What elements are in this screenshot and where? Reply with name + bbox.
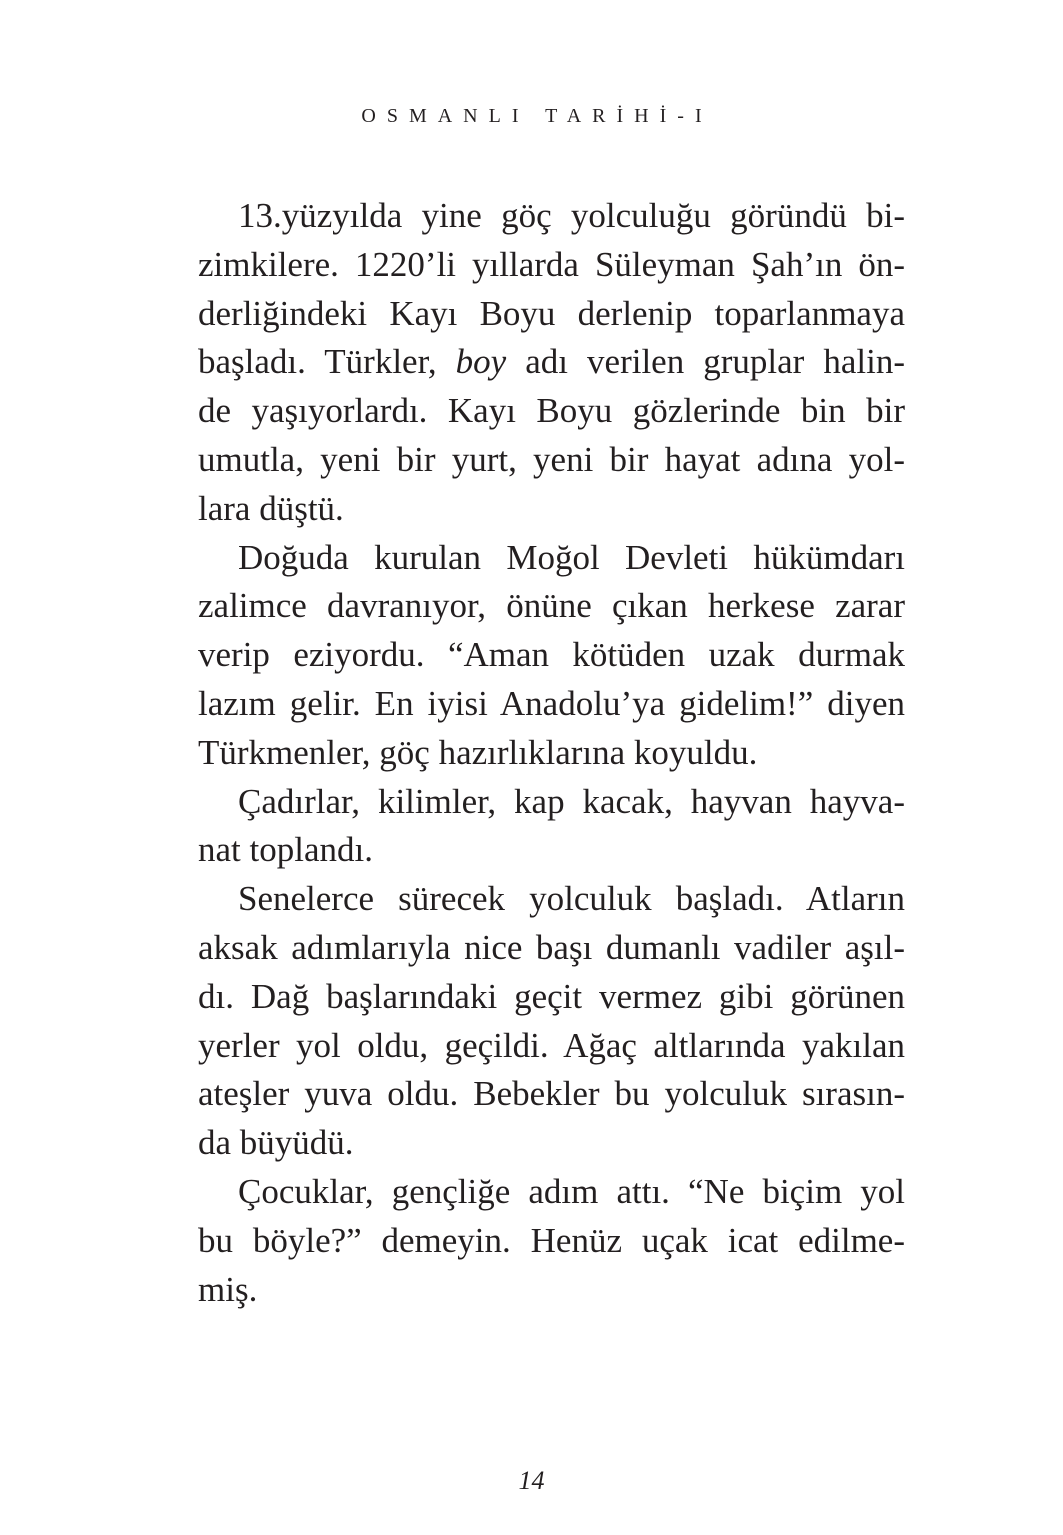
text-line [198, 338, 905, 387]
text-line: Doğuda kurulan Moğol Devleti hükümdarı [238, 537, 905, 577]
text-line: dı. Dağ başlarındaki geçit vermez gibi görünen [198, 976, 905, 1016]
text-line: de yaşıyorlardı. Kayı Boyu gözlerinde bin bir [198, 391, 905, 431]
text-line: derliğindeki Kayı Boyu derlenip toparlanmaya [198, 293, 905, 333]
page-number: 14 [518, 1466, 545, 1495]
text-line: Çadırlar, kilimler, kap kacak, hayvan hayva- [238, 781, 905, 821]
text-line: zalimce davranıyor, önüne çıkan herkese zarar [198, 586, 905, 626]
text-line: da büyüdü. [198, 1123, 354, 1163]
body-text [198, 192, 905, 1314]
text-line: Çocuklar, gençliğe adım attı. “Ne biçim yol [238, 1171, 905, 1211]
text-line: lara düştü. [198, 488, 344, 528]
text-line: verip eziyordu. “Aman kötüden uzak durmak [198, 635, 905, 675]
text-line: 13.yüzyılda yine göç yolculuğu göründü bi- [238, 196, 905, 235]
text-fragment: adı verilen gruplar halin- [506, 342, 905, 382]
text-line: yerler yol oldu, geçildi. Ağaç altlarında yakılan [198, 1025, 905, 1065]
text-line: Türkmenler, göç hazırlıklarına koyuldu. [198, 732, 758, 772]
text-line: aksak adımlarıyla nice başı dumanlı vadiler aşıl- [198, 927, 905, 967]
text-line: lazım gelir. En iyisi Anadolu’ya gidelim!” diyen [198, 683, 905, 723]
text-line: zimkilere. 1220’li yıllarda Süleyman Şah’ın ön- [198, 244, 905, 284]
text-line: bu böyle?” demeyin. Henüz uçak icat edilme- [198, 1220, 905, 1260]
text-line: umutla, yeni bir yurt, yeni bir hayat adına yol- [198, 439, 905, 479]
text-line: nat toplandı. [198, 830, 373, 870]
italic-term: boy [455, 342, 507, 382]
text-line: miş. [198, 1269, 258, 1309]
running-head: OSMANLI TARİHİ-I [361, 105, 713, 127]
text-line: ateşler yuva oldu. Bebekler bu yolculuk sırasın- [198, 1074, 905, 1114]
text-fragment: başladı. Türkler, [198, 342, 456, 382]
text-line: Senelerce sürecek yolculuk başladı. Atların [238, 879, 905, 919]
